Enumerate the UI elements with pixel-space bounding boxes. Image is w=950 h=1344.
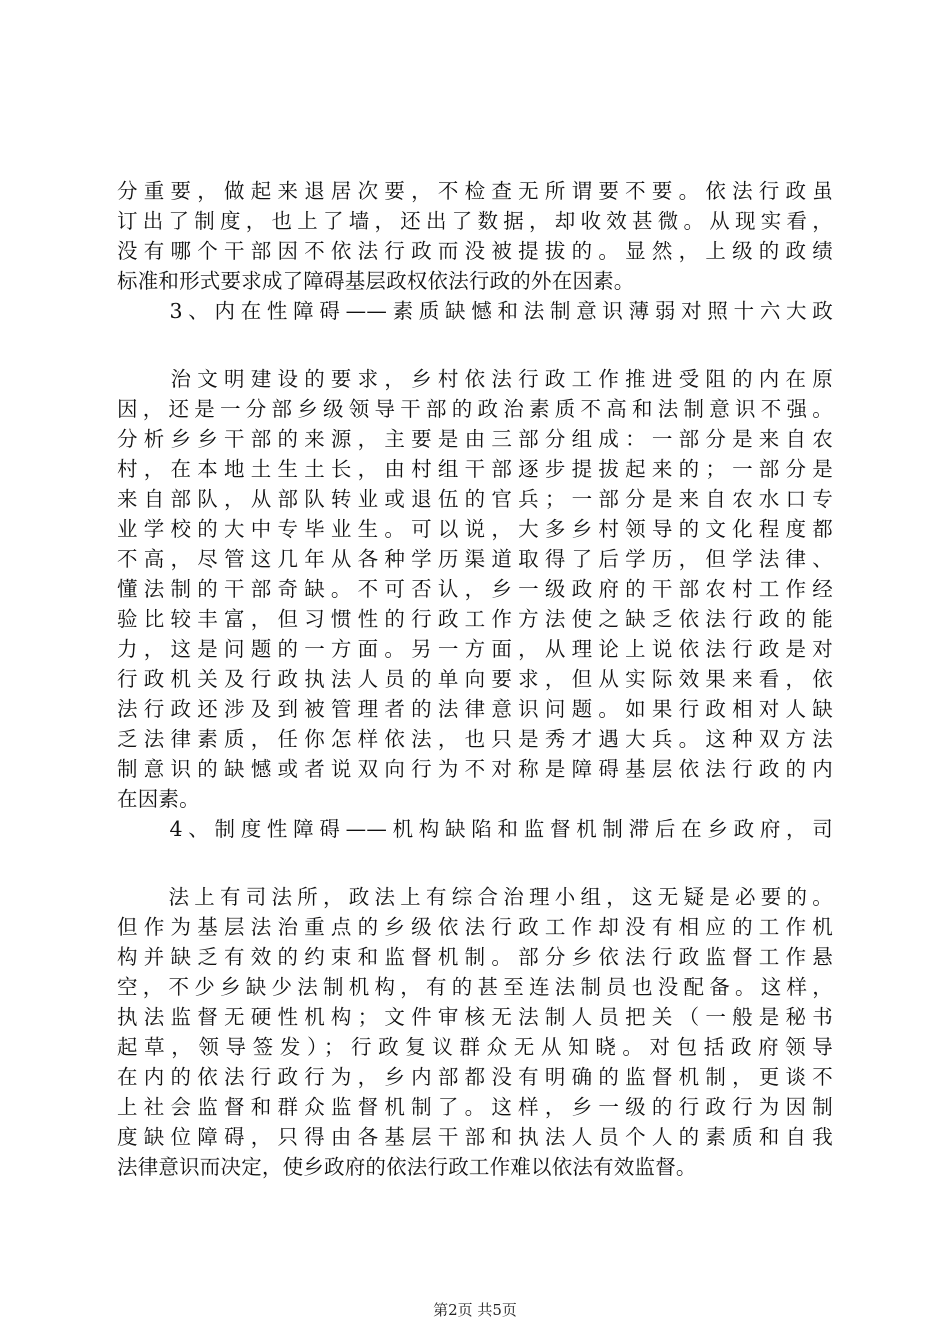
- text-line: 业学校的大中专毕业生。可以说，大多乡村领导的文化程度都: [117, 517, 833, 541]
- text-line: 但作为基层法治重点的乡级依法行政工作却没有相应的工作机: [117, 915, 833, 939]
- text-line: 力，这是问题的一方面。另一方面，从理论上说依法行政是对: [117, 637, 833, 661]
- text-line: 制意识的缺憾或者说双向行为不对称是障碍基层依法行政的内: [117, 757, 833, 781]
- text-line: 法行政还涉及到被管理者的法律意识问题。如果行政相对人缺: [117, 697, 833, 721]
- paragraph-gap: [117, 844, 833, 882]
- text-line: 分析乡乡干部的来源，主要是由三部分组成：一部分是来自农: [117, 427, 833, 451]
- text-line: 空，不少乡缺少法制机构，有的甚至连法制员也没配备。这样，: [117, 975, 833, 999]
- text-line: 懂法制的干部奇缺。不可否认，乡一级政府的干部农村工作经: [117, 577, 833, 601]
- text-line: 治文明建设的要求，乡村依法行政工作推进受阻的内在原: [117, 367, 833, 391]
- text-line: 因，还是一分部乡级领导干部的政治素质不高和法制意识不强。: [117, 397, 833, 421]
- text-line: 在因素。: [117, 787, 200, 811]
- text-line: 法上有司法所，政法上有综合治理小组，这无疑是必要的。: [117, 885, 833, 909]
- text-line: 村，在本地土生土长，由村组干部逐步提拔起来的；一部分是: [117, 457, 833, 481]
- page-number-footer: 第2页 共5页: [433, 1301, 517, 1319]
- text-line: 度缺位障碍，只得由各基层干部和执法人员个人的素质和自我: [117, 1125, 833, 1149]
- paragraph-gap: [117, 326, 833, 364]
- text-line: 标准和形式要求成了障碍基层政权依法行政的外在因素。: [117, 269, 635, 293]
- text-line: 执法监督无硬性机构；文件审核无法制人员把关（一般是秘书: [117, 1005, 833, 1029]
- text-line: 来自部队，从部队转业或退伍的官兵；一部分是来自农水口专: [117, 487, 833, 511]
- text-line: 验比较丰富，但习惯性的行政工作方法使之缺乏依法行政的能: [117, 607, 833, 631]
- text-line: 在内的依法行政行为，乡内部都没有明确的监督机制，更谈不: [117, 1065, 833, 1089]
- document-body: [117, 176, 833, 1182]
- text-line: 行政机关及行政执法人员的单向要求，但从实际效果来看，依: [117, 667, 833, 691]
- text-line: 构并缺乏有效的约束和监督机制。部分乡依法行政监督工作悬: [117, 945, 833, 969]
- text-line: 分重要，做起来退居次要，不检查无所谓要不要。依法行政虽: [117, 179, 833, 203]
- text-line: 订出了制度，也上了墙，还出了数据，却收效甚微。从现实看，: [117, 209, 833, 233]
- text-line: 起草，领导签发）；行政复议群众无从知晓。对包括政府领导: [117, 1035, 833, 1059]
- text-line: 法律意识而决定，使乡政府的依法行政工作难以依法有效监督。: [117, 1155, 697, 1179]
- text-line: 没有哪个干部因不依法行政而没被提拔的。显然，上级的政绩: [117, 239, 833, 263]
- section-heading-4: 4、制度性障碍——机构缺陷和监督机制滞后在乡政府，司: [117, 817, 833, 841]
- text-line: 乏法律素质，任你怎样依法，也只是秀才遇大兵。这种双方法: [117, 727, 833, 751]
- section-heading-3: 3、内在性障碍——素质缺憾和法制意识薄弱对照十六大政: [117, 299, 833, 323]
- text-line: 不高，尽管这几年从各种学历渠道取得了后学历，但学法律、: [117, 547, 833, 571]
- text-line: 上社会监督和群众监督机制了。这样，乡一级的行政行为因制: [117, 1095, 833, 1119]
